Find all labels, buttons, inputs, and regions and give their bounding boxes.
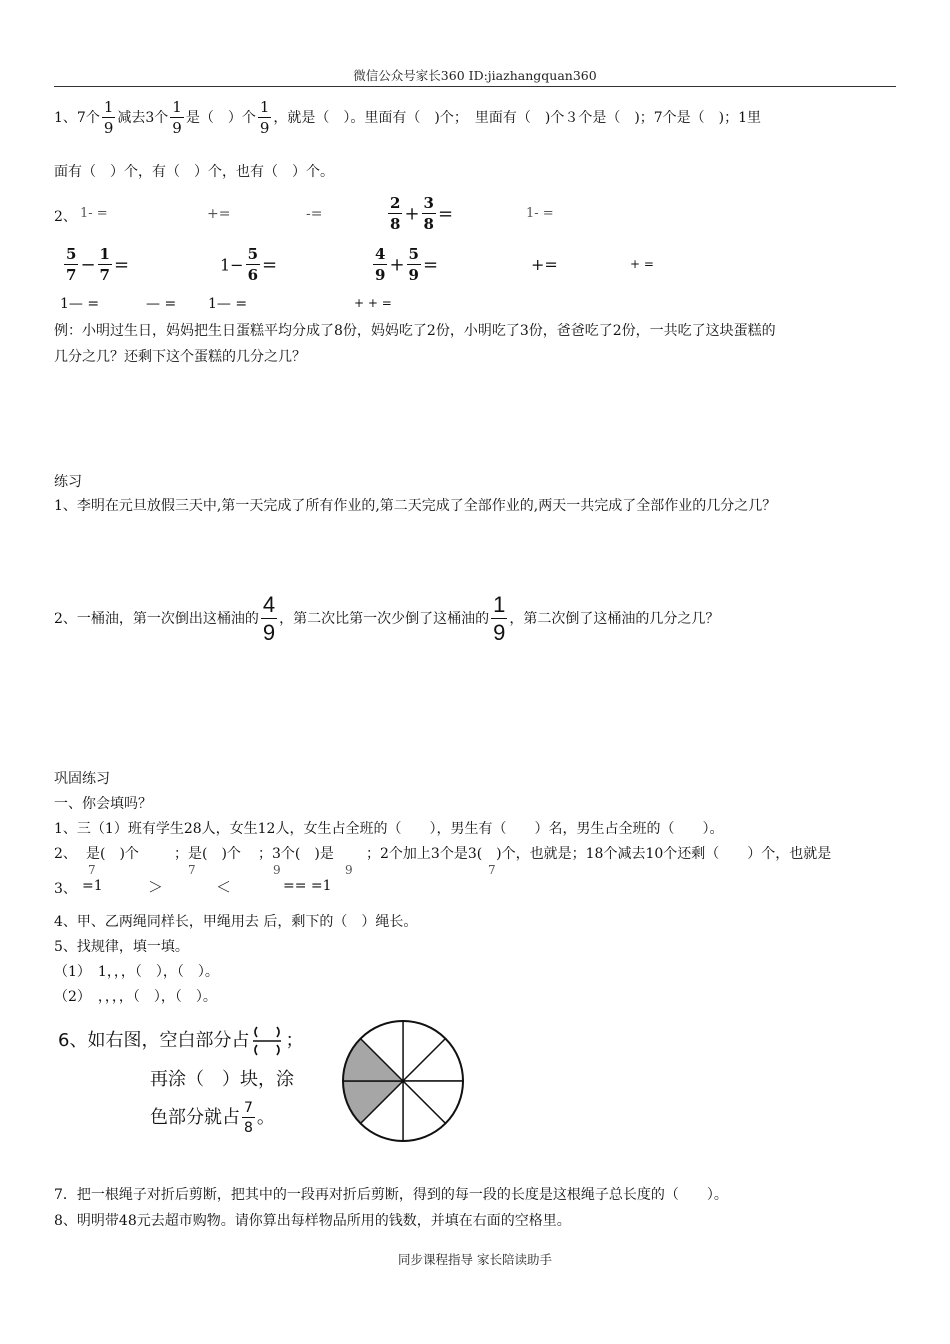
q2-expr-b: += [207, 206, 231, 222]
q2-row2-expr-5: + = [630, 257, 654, 271]
review-q2-label: 2、 [54, 846, 77, 862]
q2-row3-expr-2: — = [146, 296, 177, 312]
review-q3-expr-1: =1 [82, 878, 103, 894]
question-1-line-2: 面有（ ）个，有（ ）个，也有（ ）个。 [54, 164, 334, 180]
review-q2-part-b-denominator: 7 [188, 863, 196, 877]
page-footer: 同步课程指导 家长陪读助手 [398, 1252, 552, 1267]
review-question-5-1: （1） 1，，，（ ），（ ）。 [54, 964, 219, 980]
q2-expr-d: $\frac{2}{8}$ + $\frac{3}{8}$ = [390, 194, 454, 233]
q2-expr-a: 1- = [80, 206, 108, 221]
q1-text-1: 1、7个 [54, 110, 100, 126]
review-question-7: 7．把一根绳子对折后剪断，把其中的一段再对折后剪断，得到的每一段的长度是这根绳子总长度的（ ）。 [54, 1187, 728, 1203]
example-line-2: 几分之几？还剩下这个蛋糕的几分之几？ [54, 349, 306, 365]
review-section-1: 一、你会填吗？ [54, 796, 152, 812]
q1-text-3: 是（ ）个 [185, 110, 256, 126]
pie-diagram [340, 1018, 466, 1144]
q6-line-3: 色部分就占 $\frac{7}{8}$ 。 [150, 1100, 275, 1136]
fraction: $\frac{1}{9}$ [259, 98, 270, 137]
review-question-5: 5、找规律，填一填。 [54, 939, 189, 955]
header-divider [54, 86, 896, 87]
review-q2-part-a-denominator: 7 [88, 863, 96, 877]
q2-row3-expr-3: 1— = [208, 296, 248, 312]
review-question-5-2: （2） ，，，，（ ），（ ）。 [54, 989, 217, 1005]
question-1-line-1 [54, 100, 761, 136]
practice-title: 练习 [54, 474, 82, 490]
review-q2-part-d: ；2个加上3个是3( )个，也就是；18个减去10个还剩（ ）个，也就是 [366, 846, 832, 862]
q2-row2-expr-2: 1− $\frac{5}{6}$ = [220, 245, 278, 284]
review-question-4: 4、甲、乙两绳同样长，甲绳用去 后，剩下的（ ）绳长。 [54, 914, 418, 930]
blank-fraction-icon [249, 1023, 285, 1059]
fraction: $\frac{4}{9}$ [262, 592, 276, 645]
review-question-8: 8、明明带48元去超市购物。请你算出每样物品所用的钱数，并填在右面的空格里。 [54, 1213, 571, 1229]
q2-expr-e: 1- = [526, 206, 554, 221]
review-q2-part-a: 是( )个 [86, 846, 139, 862]
q2-row2-expr-3: $\frac{4}{9}$ + $\frac{5}{9}$ = [375, 245, 439, 284]
q2-row3-expr-1: 1— = [60, 296, 100, 312]
q2-expr-c: -= [306, 206, 323, 222]
example-line-1: 例：小明过生日，妈妈把生日蛋糕平均分成了8份，妈妈吃了2份，小明吃了3份，爸爸吃了2份，一共吃了这块蛋糕的 [54, 323, 776, 339]
fraction: $\frac{1}{9}$ [493, 592, 506, 645]
q2-label: 2、 [54, 209, 77, 225]
q6-line-1: 6、如右图，空白部分占 ； [58, 1023, 303, 1059]
fraction: $\frac{1}{9}$ [103, 98, 114, 137]
review-question-1: 1、三（1）班有学生28人，女生12人，女生占全班的（ ），男生有（ ）名，男生占全班的（ ）。 [54, 821, 724, 837]
q2-row2-expr-1: $\frac{5}{7}$ − $\frac{1}{7}$ = [66, 245, 130, 284]
review-q3-less: ＜ [216, 878, 232, 896]
fraction: $\frac{7}{8}$ [244, 1100, 253, 1136]
q1-text-4: ，就是（ ）。里面有（ )个； 里面有（ )个３个是（ )；7个是（ )；1里 [273, 110, 762, 126]
question-6-image [58, 1015, 320, 1139]
review-q2-part-c-denominator: 9 [273, 863, 281, 877]
q1-text-2: 减去3个 [117, 110, 169, 126]
fraction: $\frac{1}{9}$ [172, 98, 182, 137]
review-q3-label: 3、 [54, 881, 77, 897]
review-q2-part-b: ；是( )个 [174, 846, 241, 862]
q2-row3-expr-4: + + = [354, 296, 392, 310]
q2-row2-expr-4: += [531, 255, 558, 274]
review-q2-part-d-denominator: 7 [488, 863, 496, 877]
practice-question-1: 1、李明在元旦放假三天中,第一天完成了所有作业的,第二天完成了全部作业的,两天一共完成了全部作业的几分之几？ [54, 498, 777, 514]
review-title: 巩固练习 [54, 771, 110, 787]
review-q2-part-c-denominator-2: 9 [345, 863, 353, 877]
review-q3-expr-2: == =1 [283, 878, 332, 894]
review-q2-part-c: ；3个( )是 [258, 846, 334, 862]
review-q3-greater: ＞ [148, 878, 164, 896]
q6-line-2: 再涂（ ）块，涂 [150, 1069, 294, 1090]
practice-question-2: 2、一桶油，第一次倒出这桶油的 $\frac{4}{9}$ ，第二次比第一次少倒了这桶油的 $\frac{1}{9}$ ，第二次倒了这桶油的几分之几？ [54, 592, 720, 645]
page-header: 微信公众号家长360 ID:jiazhangquan360 [353, 68, 597, 83]
